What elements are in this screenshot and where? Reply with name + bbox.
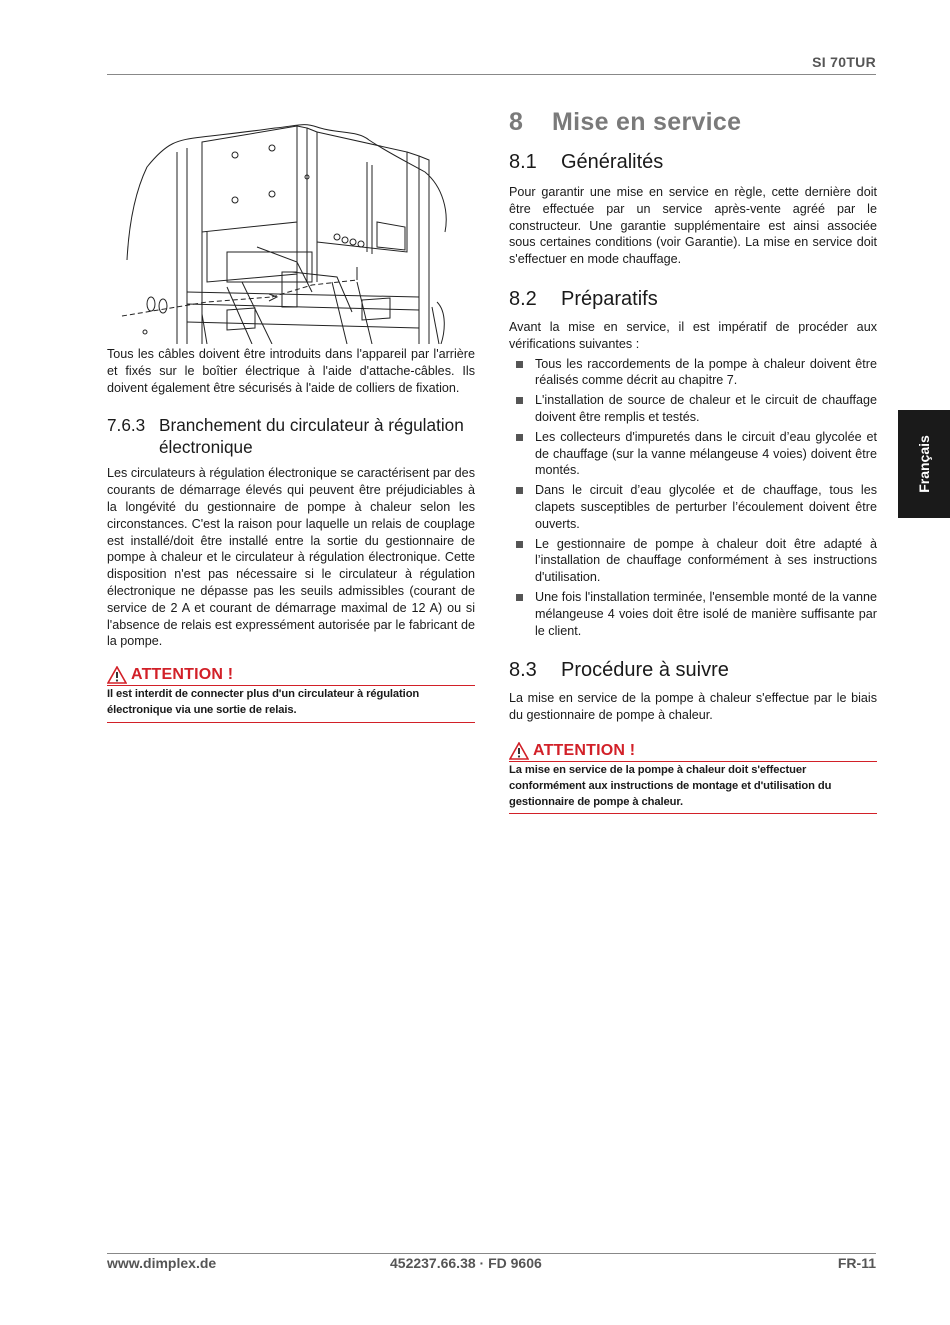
- section-title: Procédure à suivre: [561, 659, 729, 682]
- warning-header: [107, 664, 475, 684]
- warning-title: ATTENTION !: [533, 741, 636, 759]
- section-8-2-heading: [509, 288, 877, 311]
- warning-rule-top: [509, 761, 877, 762]
- list-item: Tous les raccordements de la pompe à chaleur doivent être réalisés comme décrit au chapitre 7.: [509, 356, 877, 390]
- section-8-1-body: Pour garantir une mise en service en règle, cette dernière doit être effectuée par un service après-vente agréé par le constructeur. Une garantie supplémentaire est ainsi associée sous certaines conditions (voir Garantie). La mise en service doit s'effectuer en mode chauffage.: [509, 185, 877, 267]
- left-column: [107, 80, 475, 723]
- section-8-2-intro: Avant la mise en service, il est impératif de procéder aux vérifications suivantes :: [509, 319, 877, 351]
- section-8-3-body: La mise en service de la pompe à chaleur s'effectue par le biais du gestionnaire de pompe à chaleur.: [509, 691, 877, 723]
- figure-caption: Tous les câbles doivent être introduits dans l'appareil par l'arrière et fixés sur le boîtier électrique à l'aide d'attache-câbles. Ils doivent également être sécurisés à l'aide de colliers de fixation.: [107, 347, 475, 395]
- warning-box-commissioning: [509, 740, 877, 814]
- warning-title: ATTENTION !: [131, 666, 234, 684]
- footer-rule: [107, 1253, 876, 1254]
- language-side-tab: [898, 410, 950, 518]
- section-title: Branchement du circulateur à régulation électronique: [159, 415, 464, 458]
- cable-routing-illustration: [107, 82, 475, 344]
- section-number: 8.1: [509, 151, 537, 173]
- section-number: 8.3: [509, 659, 537, 682]
- warning-rule-bottom: [107, 722, 475, 723]
- section-title: Généralités: [561, 151, 664, 173]
- section-number: 7.6.3: [107, 415, 146, 436]
- footer-website: www.dimplex.de: [107, 1255, 217, 1271]
- section-title: Préparatifs: [561, 287, 658, 310]
- section-7-6-3-heading: [107, 414, 475, 458]
- list-item: Le gestionnaire de pompe à chaleur doit être adapté à l’installation de chauffage conformément à ses instructions d'utilisation.: [509, 536, 877, 586]
- list-item: Une fois l'installation terminée, l'ensemble monté de la vanne mélangeuse 4 voies doit être isolé de manière suffisante par le client.: [509, 589, 877, 639]
- section-8-3-heading: [509, 659, 877, 682]
- warning-rule-top: [107, 685, 475, 686]
- chapter-title: Mise en service: [552, 108, 742, 136]
- chapter-8-heading: [509, 108, 877, 137]
- header-rule: [107, 74, 876, 75]
- list-item: Les collecteurs d'impuretés dans le circuit d’eau glycolée et de chauffage (sur la vanne mélangeuse 4 voies) doivent être montés.: [509, 429, 877, 479]
- chapter-number: 8: [509, 108, 524, 136]
- language-label: Français: [916, 435, 932, 493]
- checklist: [509, 356, 877, 640]
- warning-triangle-icon: [509, 742, 529, 760]
- cable-routing-drawing: [107, 82, 475, 344]
- warning-triangle-icon: [107, 666, 127, 684]
- section-7-6-3-body: Les circulateurs à régulation électronique se caractérisent par des courants de démarrage élevés qui peuvent être préjudiciables à la longévité du gestionnaire de pompe à chaleur selon les circonstances. C'est la raison pour laquelle un relais de couplage est installé/doit être installé entre la sortie du gestionnaire de pompe à chaleur et le circulateur à régulation électronique. Cette disposition n'est pas nécessaire si le circulateur à régulation électronique ne dépasse pas les seuils admissibles (courant de service de 2 A et courant de démarrage maximal de 12 A) ou si l'absence de relais est expressément autorisée par le fabricant de la pompe.: [107, 466, 475, 649]
- warning-header: [509, 740, 877, 760]
- warning-text: La mise en service de la pompe à chaleur doit s'effectuer conformément aux instructions de montage et d'utilisation du gestionnaire de pompe à chaleur.: [509, 763, 832, 808]
- warning-box-circulator: [107, 664, 475, 723]
- section-8-1-heading: [509, 151, 877, 174]
- footer-doc-number: 452237.66.38 · FD 9606: [390, 1255, 542, 1271]
- warning-rule-bottom: [509, 813, 877, 814]
- list-item: L'installation de source de chaleur et le circuit de chauffage doivent être remplis et testés.: [509, 392, 877, 426]
- list-item: Dans le circuit d’eau glycolée et de chauffage, tous les clapets susceptibles de perturber l’écoulement doivent être ouverts.: [509, 482, 877, 532]
- right-column: [509, 108, 877, 814]
- footer-page-number: FR-11: [837, 1255, 876, 1271]
- warning-text: Il est interdit de connecter plus d'un circulateur à régulation électronique via une sortie de relais.: [107, 688, 420, 716]
- header-model: SI 70TUR: [812, 54, 876, 70]
- section-number: 8.2: [509, 287, 537, 310]
